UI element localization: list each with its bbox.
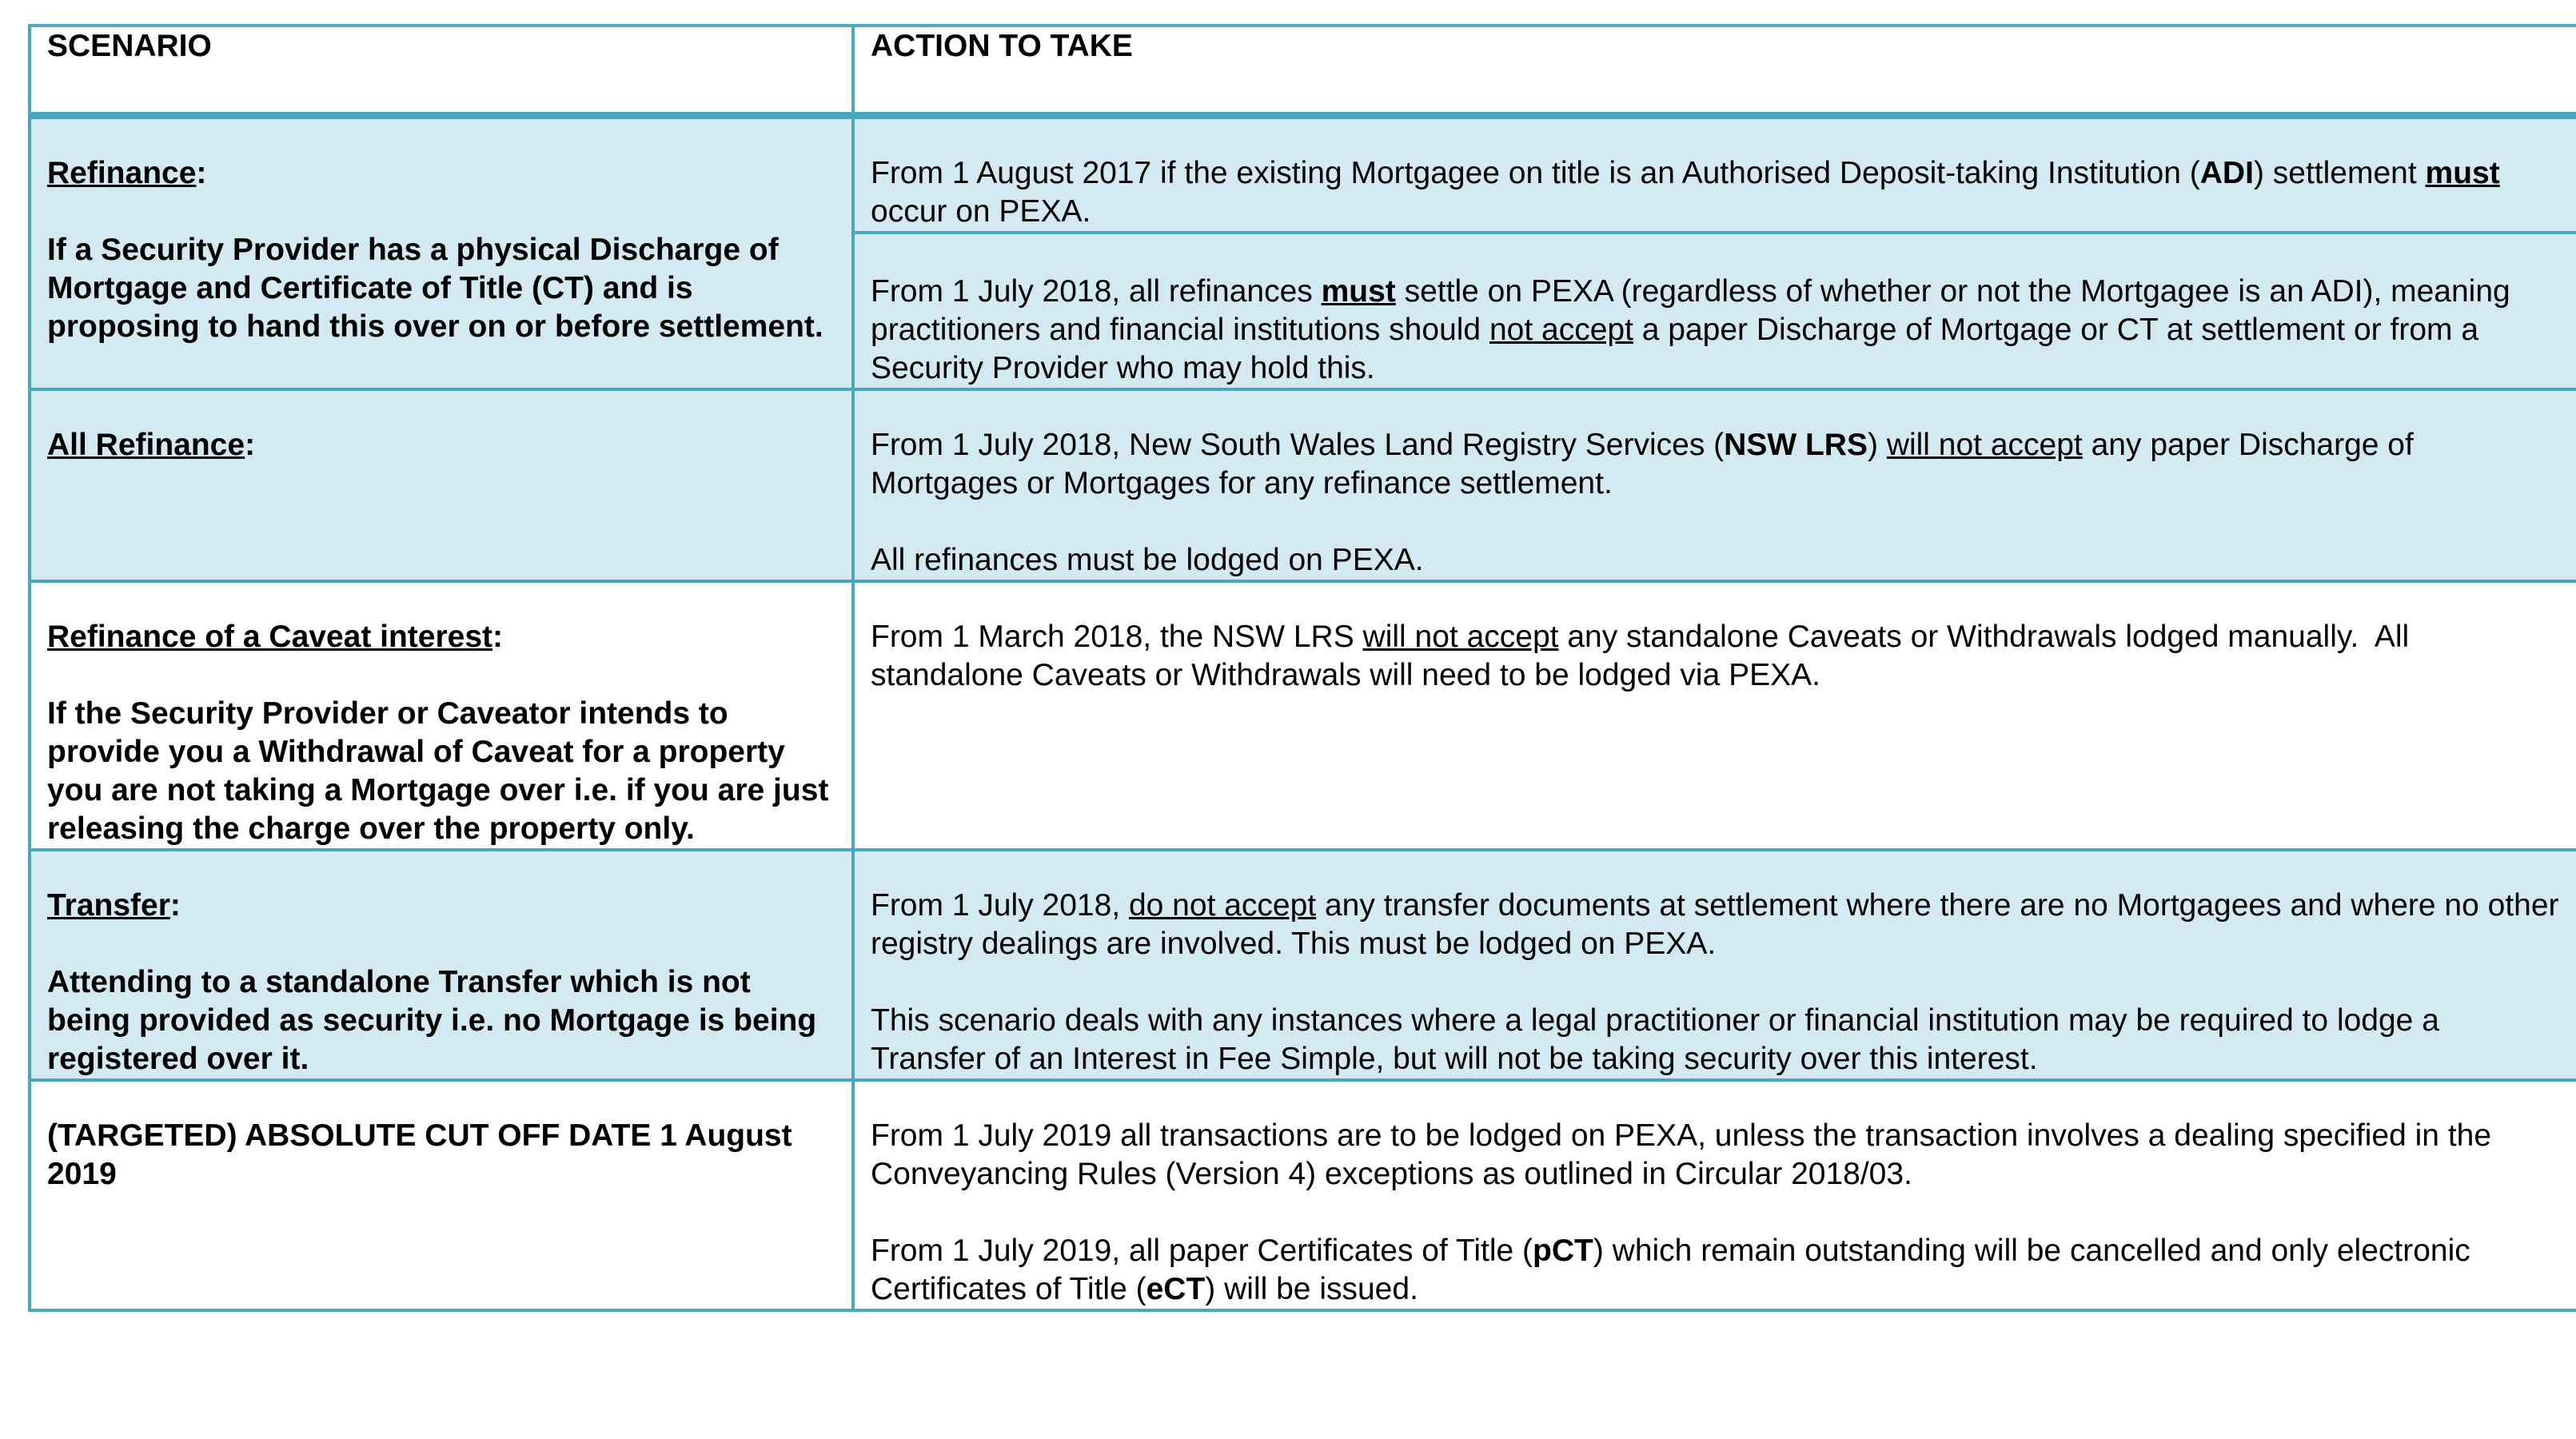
action-cell: From 1 July 2018, all refinances must settle on PEXA (regardless of whether or not the Mortgagee is an ADI), meaning practitioners and financial institutions should not accept a paper Discharge of Mortgage or CT at settlement or from a Security Provider who may hold this. <box>853 233 2576 389</box>
policy-table <box>28 24 2576 1312</box>
scenario-title: Transfer <box>47 888 170 923</box>
action-cell: From 1 July 2018, New South Wales Land Registry Services (NSW LRS) will not accept any paper Discharge of Mortgages or Mortgages for any refinance settlement. All refinances must be lodged on PEXA. <box>853 389 2576 581</box>
action-cell: From 1 July 2018, do not accept any transfer documents at settlement where there are no Mortgagees and where no other registry dealings are involved. This must be lodged on PEXA. This scenario deals with any instances where a legal practitioner or financial institution may be required to lodge a Transfer of an Interest in Fee Simple, but will not be taking security over this interest. <box>853 850 2576 1080</box>
scenario-cell-transfer: Transfer: Attending to a standalone Transfer which is not being provided as security i.e. no Mortgage is being registered over it. <box>30 850 853 1080</box>
scenario-cell-all-refinance: All Refinance: <box>30 389 853 581</box>
table-row <box>30 850 2576 1080</box>
table-row <box>30 389 2576 581</box>
scenario-description: (TARGETED) ABSOLUTE CUT OFF DATE 1 August 2019 <box>47 1118 792 1191</box>
scenario-cell-caveat: Refinance of a Caveat interest: If the Security Provider or Caveator intends to provide you a Withdrawal of Caveat for a property you are not taking a Mortgage over i.e. if you are just releasing the charge over the property only. <box>30 581 853 850</box>
action-cell: From 1 March 2018, the NSW LRS will not accept any standalone Caveats or Withdrawals lodged manually. All standalone Caveats or Withdrawals will need to be lodged via PEXA. <box>853 581 2576 850</box>
column-header-action: ACTION TO TAKE <box>853 26 2576 116</box>
scenario-description: If a Security Provider has a physical Discharge of Mortgage and Certificate of Title (CT) and is proposing to hand this over on or before settlement. <box>47 233 823 344</box>
scenario-description: Attending to a standalone Transfer which is not being provided as security i.e. no Mortgage is being registered over it. <box>47 965 817 1076</box>
scenario-title: All Refinance <box>47 428 245 462</box>
action-cell: From 1 July 2019 all transactions are to be lodged on PEXA, unless the transaction involves a dealing specified in the Conveyancing Rules (Version 4) exceptions as outlined in Circular 2018/03. From 1 July 2019, all paper Certificates of Title (pCT) which remain outstanding will be cancelled and only electronic Certificates of Title (eCT) will be issued. <box>853 1080 2576 1310</box>
column-header-scenario: SCENARIO <box>30 26 853 116</box>
scenario-title: Refinance of a Caveat interest <box>47 620 493 654</box>
table-header-row <box>30 26 2576 116</box>
scenario-description: If the Security Provider or Caveator intends to provide you a Withdrawal of Caveat for a property you are not taking a Mortgage over i.e. if you are just releasing the charge over the property only. <box>47 696 829 846</box>
table-row <box>30 116 2576 233</box>
scenario-cell-cutoff <box>30 1080 853 1310</box>
table-row <box>30 1080 2576 1310</box>
scenario-title: Refinance <box>47 156 197 190</box>
action-cell: From 1 August 2017 if the existing Mortgagee on title is an Authorised Deposit-taking Institution (ADI) settlement must occur on PEXA. <box>853 116 2576 233</box>
scenario-cell-refinance: Refinance: If a Security Provider has a physical Discharge of Mortgage and Certificate of Title (CT) and is proposing to hand this over on or before settlement. <box>30 116 853 390</box>
table-row <box>30 581 2576 850</box>
